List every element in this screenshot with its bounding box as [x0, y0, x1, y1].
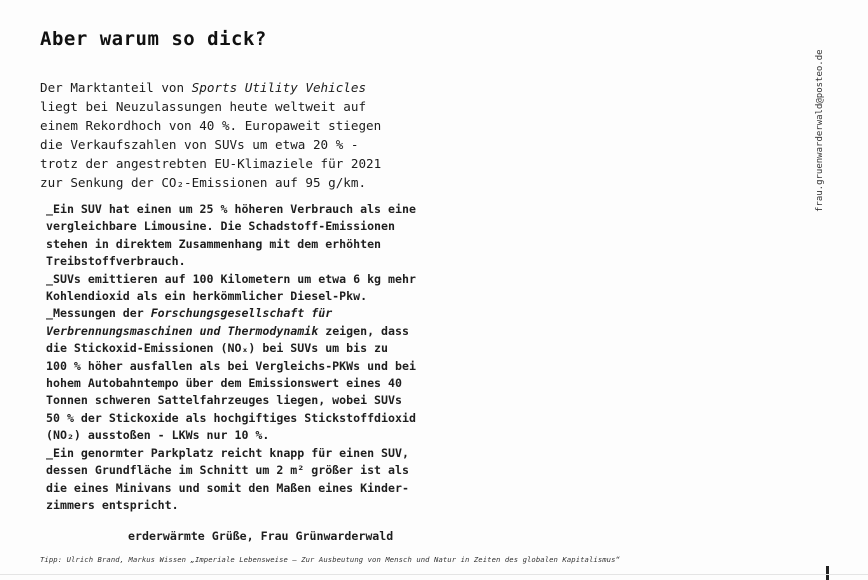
intro-line-2: liegt bei Neuzulassungen heute weltweit auf [40, 99, 367, 114]
signature: erderwärmte Grüße, Frau Grünwarderwald [128, 529, 394, 543]
fact-3-line [46, 323, 466, 340]
intro-line-3: einem Rekordhoch von 40 %. Europaweit stiegen [40, 118, 382, 133]
fact-4-line: _Ein genormter Parkplatz reicht knapp für einen SUV, [46, 445, 409, 460]
intro-line-5: trotz der angestrebten EU-Klimaziele für 2021 [40, 156, 382, 171]
page-title: Aber warum so dick? [40, 28, 267, 50]
side-email: frau.gruenwarderwald@posteo.de [815, 49, 825, 212]
fact-3-italic-1: Forschungsgesellschaft für [150, 306, 333, 321]
fact-list [46, 201, 466, 514]
fact-1-line: _Ein SUV hat einen um 25 % höheren Verbrauch als eine [46, 202, 416, 216]
fact-3-line: 100 % höher ausfallen als bei Vergleichs-PKWs und bei [46, 358, 416, 373]
fact-3-line: 50 % der Stickoxide als hochgiftiges Stickstoffdioxid [46, 410, 416, 425]
fact-3-italic-2: Verbrennungsmaschinen und Thermodynamik [46, 323, 319, 338]
fact-2-line: Kohlendioxid als ein herkömmlicher Diesel-Pkw. [46, 289, 368, 304]
bottom-divider [0, 574, 868, 575]
fact-3-prefix: _Messungen der [46, 306, 151, 321]
edge-mark [826, 566, 829, 580]
fact-2-line: _SUVs emittieren auf 100 Kilometern um etwa 6 kg mehr [46, 271, 416, 286]
intro-line-4: die Verkaufszahlen von SUVs um etwa 20 % - [40, 137, 359, 152]
fact-4-line: die eines Minivans und somit den Maßen eines Kinder- [46, 480, 409, 495]
intro-line [40, 78, 460, 97]
intro-paragraph [40, 78, 460, 192]
fact-1-line: vergleichbare Limousine. Die Schadstoff-Emissionen [46, 219, 396, 234]
fact-3-line: die Stickoxid-Emissionen (NOₓ) bei SUVs um bis zu [46, 341, 389, 356]
fact-3-line [46, 305, 466, 322]
book-tip: Tipp: Ulrich Brand, Markus Wissen „Imperiale Lebensweise – Zur Ausbeutung von Mensch und Natur in Zeiten des globalen Kapitalismus“ [40, 555, 620, 564]
fact-1-line: stehen in direktem Zusammenhang mit dem erhöhten [46, 236, 382, 251]
fact-3-suffix: zeigen, dass [318, 323, 409, 338]
intro-line-1-italic: Sports Utility Vehicles [191, 80, 367, 95]
fact-4-line: zimmers entspricht. [46, 497, 179, 512]
fact-1-line: Treibstoffverbrauch. [46, 254, 186, 269]
intro-line-6: zur Senkung der CO₂-Emissionen auf 95 g/km. [40, 175, 367, 190]
intro-line-1-prefix: Der Marktanteil von [40, 80, 192, 95]
fact-4-line: dessen Grundfläche im Schnitt um 2 m² größer ist als [46, 463, 409, 478]
fact-3-line: (NO₂) ausstoßen - LKWs nur 10 %. [46, 428, 270, 443]
fact-3-line: Tonnen schweren Sattelfahrzeuges liegen, wobei SUVs [46, 393, 402, 408]
fact-3-line: hohem Autobahntempo über dem Emissionswert eines 40 [46, 376, 402, 391]
